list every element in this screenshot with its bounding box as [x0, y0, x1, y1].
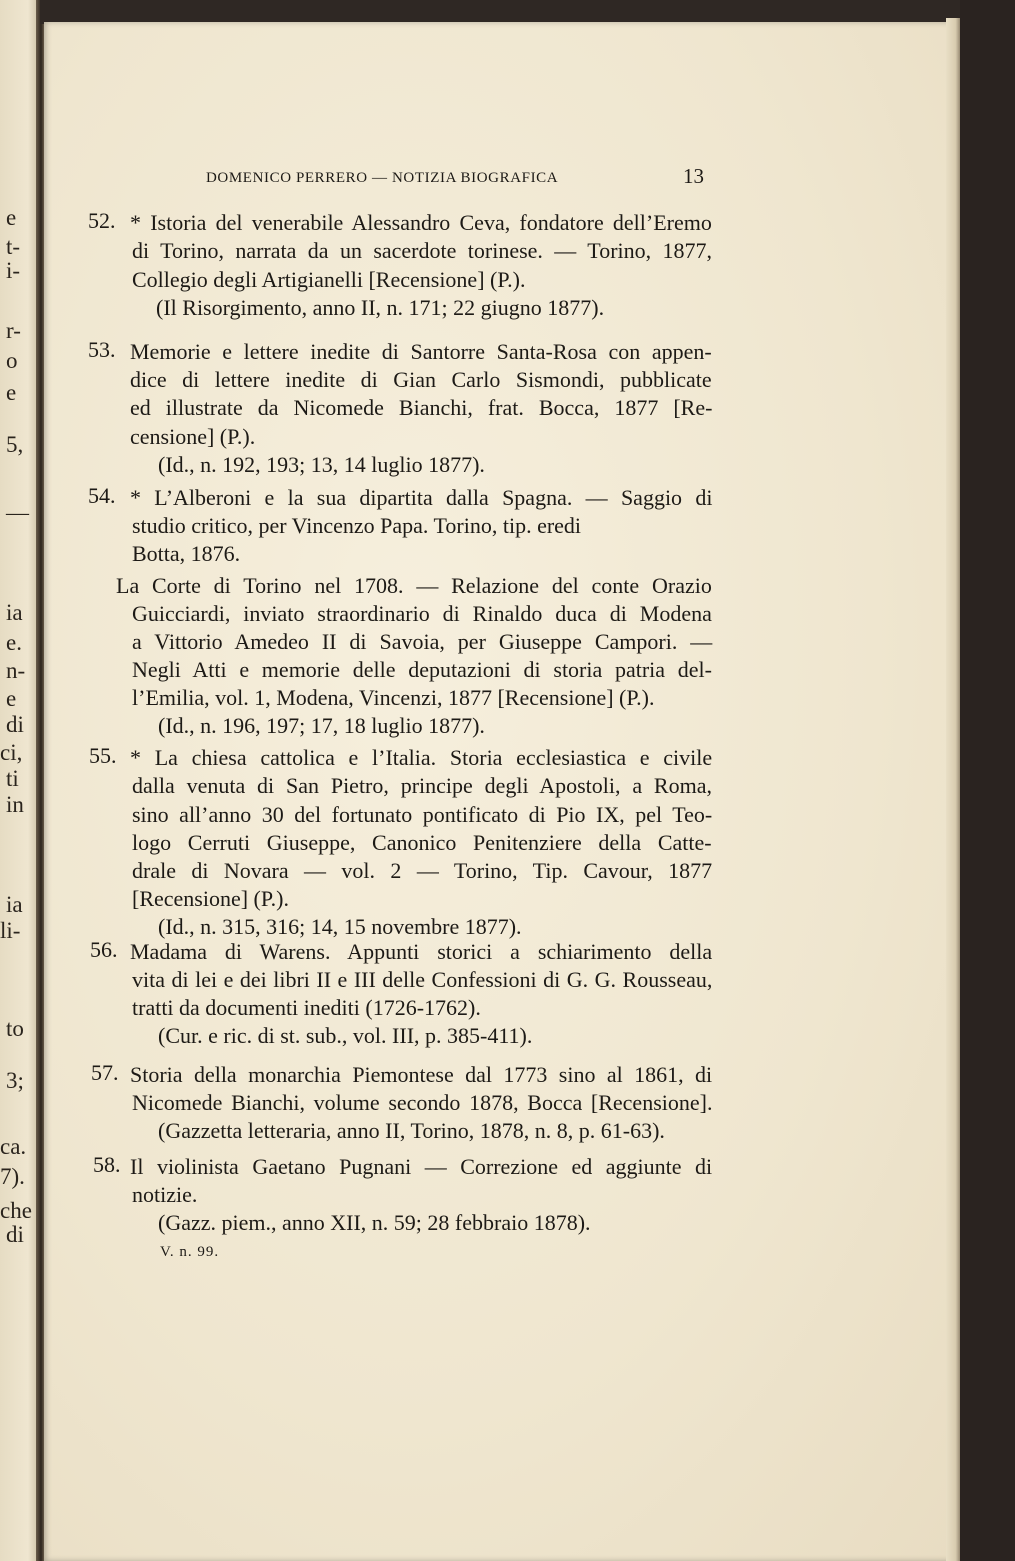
entry-line: sino all’anno 30 del fortunato pontificato di Pio IX, pel Teo-	[132, 802, 713, 827]
facing-page-fragment: e	[6, 205, 17, 230]
facing-page-fragment: —	[6, 500, 29, 525]
entry-line: Il violinista Gaetano Pugnani — Correzione ed aggiunte di	[130, 1154, 713, 1179]
facing-page-fragment: to	[6, 1016, 24, 1041]
entry-number: 56.	[90, 937, 118, 962]
facing-page-fragment: di	[6, 1222, 24, 1247]
facing-page-fragment: in	[6, 792, 24, 817]
entry-line: studio critico, per Vincenzo Papa. Torino, tip. eredi	[132, 513, 582, 538]
entry-line: La Corte di Torino nel 1708. — Relazione del conte Orazio	[116, 573, 712, 598]
page-number: 13	[683, 164, 704, 188]
entry-line: Memorie e lettere inedite di Santorre Santa-Rosa con appen-	[130, 339, 712, 364]
entry-number: 58.	[93, 1152, 121, 1177]
facing-page-fragment: i-	[6, 258, 21, 283]
entry-line: (Gazzetta letteraria, anno II, Torino, 1878, n. 8, p. 61-63).	[158, 1118, 665, 1143]
entry-line: Botta, 1876.	[132, 541, 241, 566]
entry-line: [Recensione] (P.).	[132, 886, 290, 911]
entry-number: 53.	[88, 337, 116, 362]
facing-page-edge	[0, 0, 40, 1561]
entry-line: dalla venuta di San Pietro, principe degli Apostoli, a Roma,	[132, 773, 712, 798]
entry-line: notizie.	[132, 1182, 198, 1207]
facing-page-fragment: che	[0, 1198, 32, 1223]
facing-page-fragment: 3;	[6, 1068, 24, 1093]
entry-line: drale di Novara — vol. 2 — Torino, Tip. Cavour, 1877	[132, 858, 713, 883]
entry-line: * La chiesa cattolica e l’Italia. Storia ecclesiastica e civile	[130, 745, 713, 770]
entry-line: vita di lei e dei libri II e III delle Confessioni di G. G. Rousseau,	[132, 967, 713, 992]
entry-line: (Id., n. 192, 193; 13, 14 luglio 1877).	[158, 452, 485, 477]
signature-mark: V. n. 99.	[160, 1244, 220, 1260]
entry-line: Madama di Warens. Appunti storici a schiarimento della	[130, 939, 713, 964]
entry-line: logo Cerruti Giuseppe, Canonico Penitenziere della Catte-	[132, 830, 712, 855]
entry-line: (Id., n. 315, 316; 14, 15 novembre 1877).	[158, 914, 522, 939]
facing-page-fragment: di	[6, 712, 24, 737]
facing-page-fragment: ia	[6, 892, 23, 917]
entry-line: Collegio degli Artigianelli [Recensione] (P.).	[132, 267, 526, 292]
entry-line: dice di lettere inedite di Gian Carlo Sismondi, pubblicate	[130, 367, 712, 392]
entry-line: Negli Atti e memorie delle deputazioni di storia patria del-	[132, 657, 712, 682]
entry-line: a Vittorio Amedeo II di Savoia, per Giuseppe Campori. —	[132, 629, 713, 654]
entry-line: (Cur. e ric. di st. sub., vol. III, p. 385-411).	[158, 1023, 533, 1048]
facing-page-fragment: ca.	[0, 1134, 27, 1159]
scan-background-top	[40, 0, 1015, 24]
entry-line: (Il Risorgimento, anno II, n. 171; 22 giugno 1877).	[156, 295, 605, 320]
entry-line: (Gazz. piem., anno XII, n. 59; 28 febbraio 1878).	[158, 1210, 591, 1235]
facing-page-fragment: ia	[6, 600, 23, 625]
running-header: DOMENICO PERRERO — NOTIZIA BIOGRAFICA	[206, 170, 559, 186]
entry-line: (Id., n. 196, 197; 17, 18 luglio 1877).	[158, 713, 485, 738]
entry-line: l’Emilia, vol. 1, Modena, Vincenzi, 1877 [Recensione] (P.).	[132, 685, 655, 710]
facing-page-fragment: n-	[6, 658, 26, 683]
facing-page-fragment: r-	[6, 318, 21, 343]
facing-page-fragment: ci,	[0, 740, 23, 765]
facing-page-fragment: e	[6, 686, 17, 711]
entry-line: di Torino, narrata da un sacerdote torinese. — Torino, 1877,	[132, 238, 713, 263]
facing-page-fragment: li-	[0, 918, 21, 943]
entry-line: tratti da documenti inediti (1726-1762).	[132, 995, 481, 1020]
facing-page-fragment: e.	[6, 630, 22, 655]
entry-line: Nicomede Bianchi, volume secondo 1878, Bocca [Recensione].	[132, 1090, 713, 1115]
entry-line: * Istoria del venerabile Alessandro Ceva, fondatore dell’Eremo	[130, 210, 712, 235]
entry-line: Guicciardi, inviato straordinario di Rinaldo duca di Modena	[132, 601, 712, 626]
entry-number: 54.	[88, 483, 116, 508]
facing-page-fragment: ti	[6, 766, 19, 791]
entry-line: censione] (P.).	[130, 424, 256, 449]
entry-number: 55.	[89, 743, 117, 768]
entry-number: 57.	[91, 1060, 119, 1085]
facing-page-fragment: 7).	[0, 1164, 25, 1189]
entry-line: ed illustrate da Nicomede Bianchi, frat. Bocca, 1877 [Re-	[130, 395, 713, 420]
facing-page-fragment: e	[6, 380, 17, 405]
facing-page-fragment: t-	[6, 234, 21, 259]
entry-line: * L’Alberoni e la sua dipartita dalla Spagna. — Saggio di	[130, 485, 713, 510]
scan-background-right	[960, 0, 1015, 1561]
entry-line: Storia della monarchia Piemontese dal 1773 sino al 1861, di	[130, 1062, 713, 1087]
facing-page-fragment: o	[6, 348, 18, 373]
facing-page-fragment: 5,	[6, 432, 24, 457]
entry-number: 52.	[88, 208, 116, 233]
